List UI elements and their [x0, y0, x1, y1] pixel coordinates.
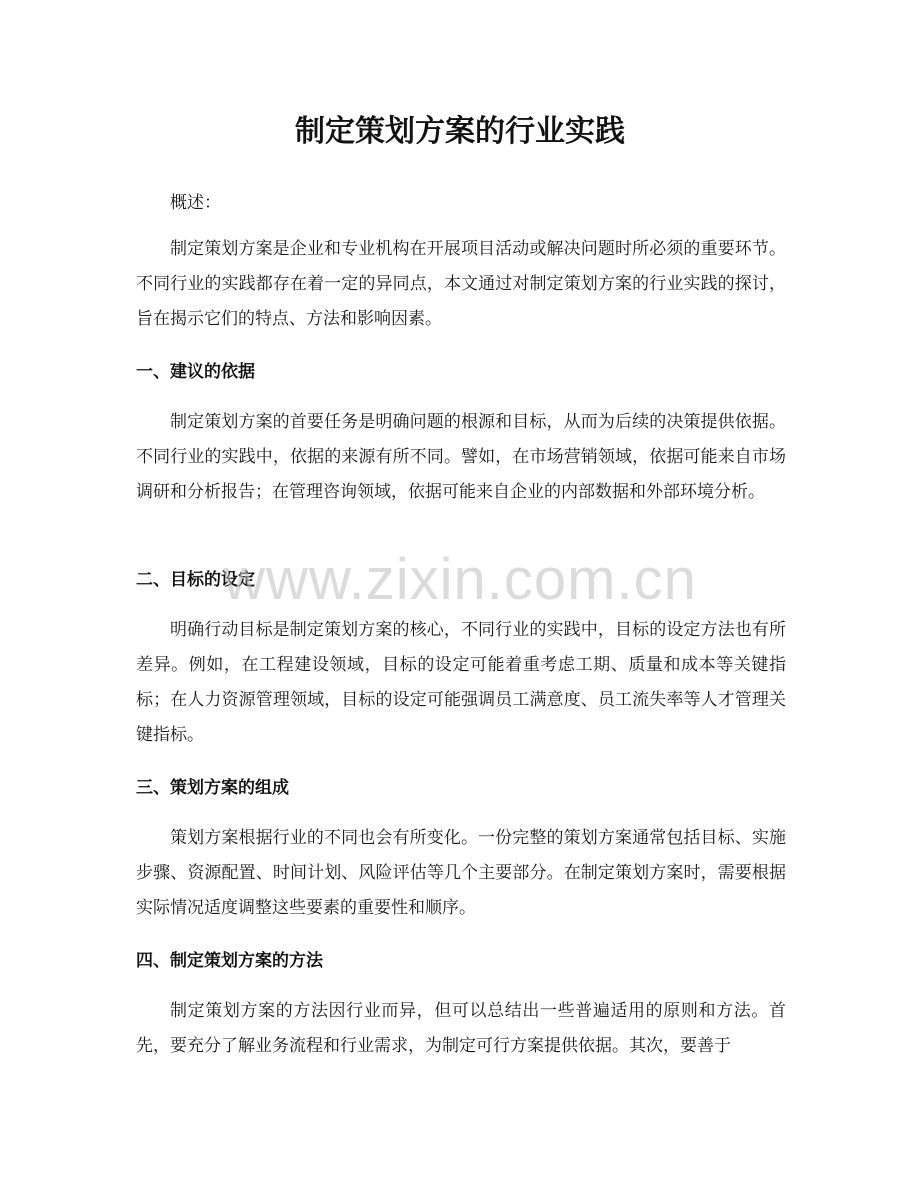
intro-paragraph: 制定策划方案是企业和专业机构在开展项目活动或解决问题时所必须的重要环节。不同行业的实践都存在着一定的异同点，本文通过对制定策划方案的行业实践的探讨，旨在揭示它们的特点、方法和影响因素。 — [136, 239, 786, 329]
overview-label: 概述： — [170, 193, 221, 213]
section-body-composition: 策划方案根据行业的不同也会有所变化。一份完整的策划方案通常包括目标、实施步骤、资源配置、时间计划、风险评估等几个主要部分。在制定策划方案时，需要根据实际情况适度调整这些要素的重要性和顺序。 — [136, 828, 786, 918]
section-heading-methods: 四、制定策划方案的方法 — [136, 951, 323, 971]
section-body-basis: 制定策划方案的首要任务是明确问题的根源和目标，从而为后续的决策提供依据。不同行业的实践中，依据的来源有所不同。譬如，在市场营销领域，依据可能来自市场调研和分析报告；在管理咨询领域，依据可能来自企业的内部数据和外部环境分析。 — [136, 412, 786, 502]
section-heading-composition: 三、策划方案的组成 — [136, 778, 289, 798]
section-body-methods: 制定策划方案的方法因行业而异，但可以总结出一些普遍适用的原则和方法。首先，要充分了解业务流程和行业需求，为制定可行方案提供依据。其次，要善于 — [136, 1001, 786, 1056]
document-title: 制定策划方案的行业实践 — [295, 114, 625, 149]
watermark-text: www.zixin.com.cn — [223, 547, 697, 612]
section-heading-goals: 二、目标的设定 — [136, 570, 255, 590]
section-heading-basis: 一、建议的依据 — [136, 362, 255, 382]
section-body-goals: 明确行动目标是制定策划方案的核心，不同行业的实践中，目标的设定方法也有所差异。例如，在工程建设领域，目标的设定可能着重考虑工期、质量和成本等关键指标；在人力资源管理领域，目标的设定可能强调员工满意度、员工流失率等人才管理关键指标。 — [136, 620, 786, 745]
